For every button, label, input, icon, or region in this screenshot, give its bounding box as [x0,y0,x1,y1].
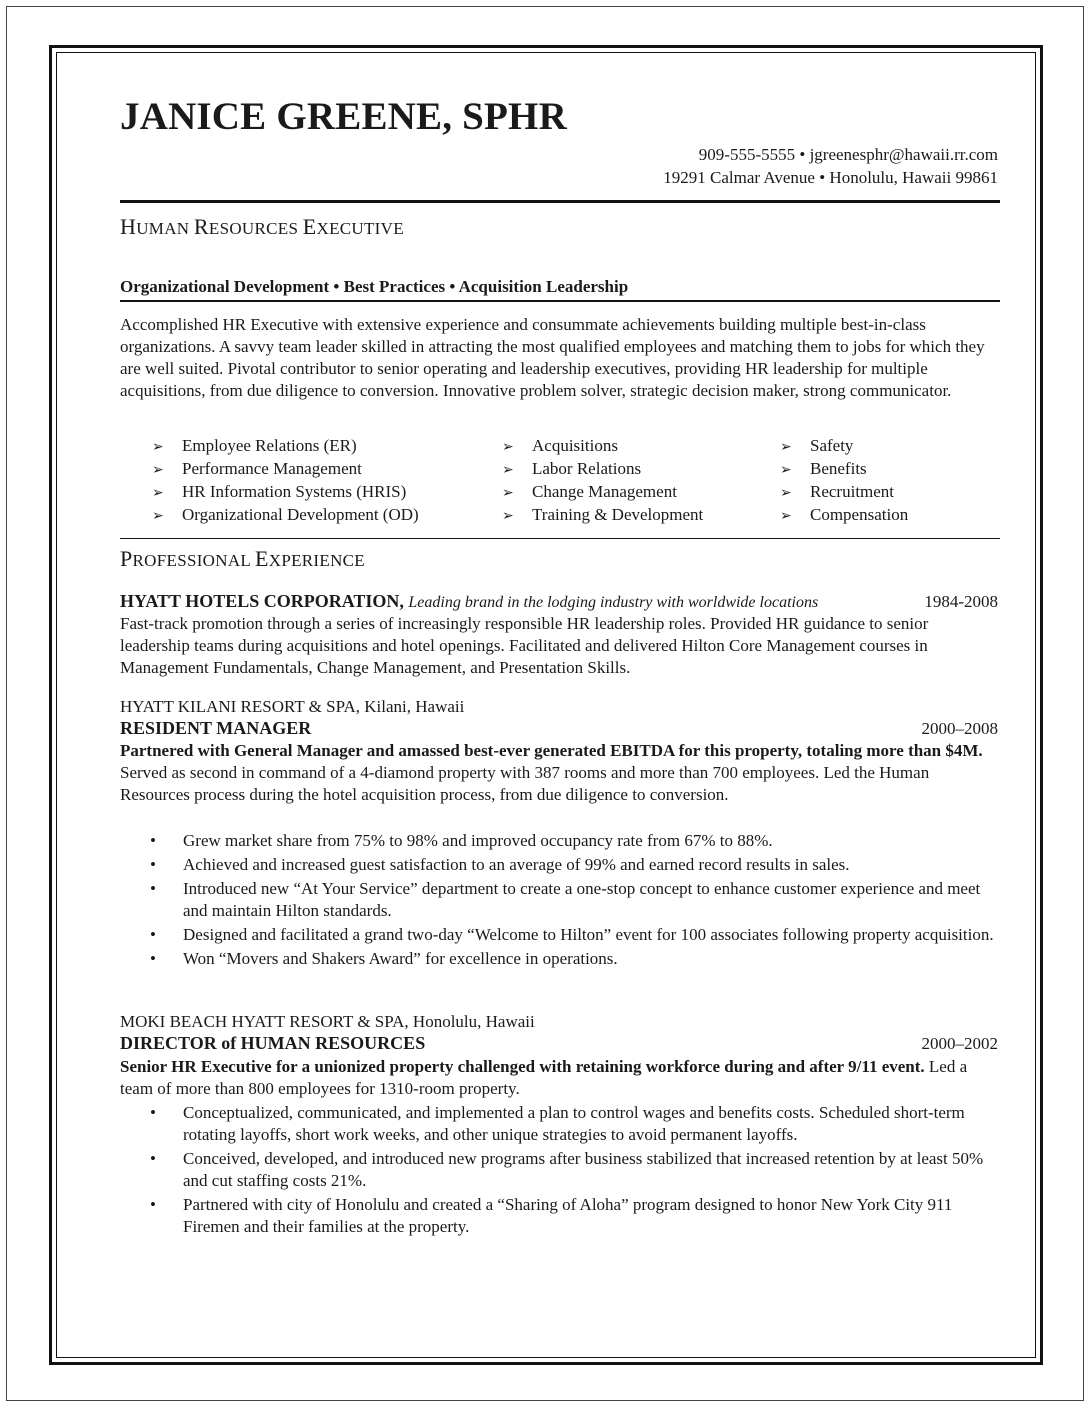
experience-section-title: PROFESSIONAL EXPERIENCE [120,546,365,571]
job2-location: MOKI BEACH HYATT RESORT & SPA, Honolulu, Hawaii [120,1012,535,1031]
candidate-name: JANICE GREENE, SPHR [120,95,567,138]
job1-summary [120,740,1000,806]
bullet-icon: • [150,925,156,944]
bullet-icon: • [150,1103,156,1122]
skill-item: ➢ Safety [780,436,854,455]
arrow-bullet-icon: ➢ [152,439,164,455]
arrow-bullet-icon: ➢ [780,508,792,524]
job1-highlight: Partnered with General Manager and amassed best-ever generated EBITDA for this property, totaling more than $4M. [120,741,983,760]
job1-title: RESIDENT MANAGER [120,718,312,738]
achievement-item: • Introduced new “At Your Service” department to create a one-stop concept to enhance customer experience and meet and maintain Hilton standards. [150,879,981,920]
achievement-item: • Designed and facilitated a grand two-day “Welcome to Hilton” event for 100 associates following property acquisition. [150,925,994,944]
skills-column-1 [152,436,419,528]
arrow-bullet-icon: ➢ [780,462,792,478]
company-dates: 1984-2008 [924,592,998,611]
arrow-bullet-icon: ➢ [780,439,792,455]
skill-item: ➢ Training & Development [502,505,704,524]
skill-item: ➢ Benefits [780,459,867,478]
achievement-item: • Conceived, developed, and introduced new programs after business stabilized that increased retention by at least 50% and cut staffing costs 21%. [150,1149,984,1190]
arrow-bullet-icon: ➢ [152,508,164,524]
achievement-item: • Grew market share from 75% to 98% and improved occupancy rate from 67% to 88%. [150,831,773,850]
experience-divider [120,538,1000,539]
skill-item: ➢ HR Information Systems (HRIS) [152,482,407,501]
bullet-icon: • [150,1149,156,1168]
focus-areas: Organizational Development • Best Practices • Acquisition Leadership [120,277,629,296]
contact-address: 19291 Calmar Avenue • Honolulu, Hawaii 99861 [663,168,998,187]
achievement-item: • Partnered with city of Honolulu and created a “Sharing of Aloha” program designed to honor New York City 911 Firemen and their families at the property. [150,1195,953,1236]
arrow-bullet-icon: ➢ [502,485,514,501]
company-summary [120,613,1000,679]
skill-item: ➢ Recruitment [780,482,895,501]
arrow-bullet-icon: ➢ [502,439,514,455]
arrow-bullet-icon: ➢ [152,485,164,501]
skills-column-2 [502,436,703,528]
skill-item: ➢ Performance Management [152,459,362,478]
header-divider [120,200,1000,203]
job2-description: Led a team of more than 800 employees for 1310-room property. [120,1057,968,1098]
skills-column-3 [780,436,908,528]
job1-location: HYATT KILANI RESORT & SPA, Kilani, Hawaii [120,697,465,716]
company-description: Leading brand in the lodging industry with worldwide locations [408,594,819,611]
job2-summary [120,1056,1000,1100]
job2-achievements [150,1102,1000,1240]
skill-item: ➢ Employee Relations (ER) [152,436,357,455]
company-name: HYATT HOTELS CORPORATION, [120,591,404,611]
job2-highlight: Senior HR Executive for a unionized property challenged with retaining workforce during and after 9/11 event. [120,1057,925,1076]
bullet-icon: • [150,831,156,850]
job2-title: DIRECTOR of HUMAN RESOURCES [120,1033,426,1053]
bullet-icon: • [150,855,156,874]
bullet-icon: • [150,949,156,968]
focus-divider [120,300,1000,302]
summary-text: Accomplished HR Executive with extensive experience and consummate achievements building multiple best-in-class organizations. A savvy team leader skilled in attracting the most qualified employees and matching them to jobs for which they are well suited. Pivotal contributor to senior operating and leadership executives, providing HR leadership for multiple acquisitions, from due diligence to conversion. Innovative problem solver, strategic decision maker, strong communicator. [120,315,985,400]
job1-dates: 2000–2008 [921,719,998,738]
bullet-icon: • [150,1195,156,1214]
skill-item: ➢ Acquisitions [502,436,618,455]
bullet-icon: • [150,879,156,898]
company-summary-text: Fast-track promotion through a series of increasingly responsible HR leadership roles. Provided HR guidance to senior leadership teams during acquisitions and hotel openings. Facilitated and delivered Hilton Core Management courses in Management Fundamentals, Change Management, and Presentation Skills. [120,614,929,677]
summary-section-title: HUMAN RESOURCES EXECUTIVE [120,214,404,239]
arrow-bullet-icon: ➢ [152,462,164,478]
achievement-item: • Achieved and increased guest satisfaction to an average of 99% and earned record results in sales. [150,855,850,874]
job2-dates: 2000–2002 [921,1034,998,1053]
summary-paragraph [120,314,1000,402]
arrow-bullet-icon: ➢ [780,485,792,501]
skill-item: ➢ Organizational Development (OD) [152,505,419,524]
skill-item: ➢ Change Management [502,482,677,501]
achievement-item: • Won “Movers and Shakers Award” for excellence in operations. [150,949,618,968]
achievement-item: • Conceptualized, communicated, and implemented a plan to control wages and benefits costs. Scheduled short-term rotating layoffs, short work weeks, and other unique strategies to avoid permanent layoffs. [150,1103,965,1144]
company-heading [120,591,818,612]
skill-item: ➢ Labor Relations [502,459,642,478]
contact-phone-email: 909-555-5555 • jgreenesphr@hawaii.rr.com [698,145,998,164]
job1-description: Served as second in command of a 4-diamond property with 387 rooms and more than 700 employees. Led the Human Resources process during the hotel acquisition process, from due diligence to conversion. [120,763,930,804]
skill-item: ➢ Compensation [780,505,909,524]
job1-achievements [150,830,1000,972]
arrow-bullet-icon: ➢ [502,508,514,524]
arrow-bullet-icon: ➢ [502,462,514,478]
